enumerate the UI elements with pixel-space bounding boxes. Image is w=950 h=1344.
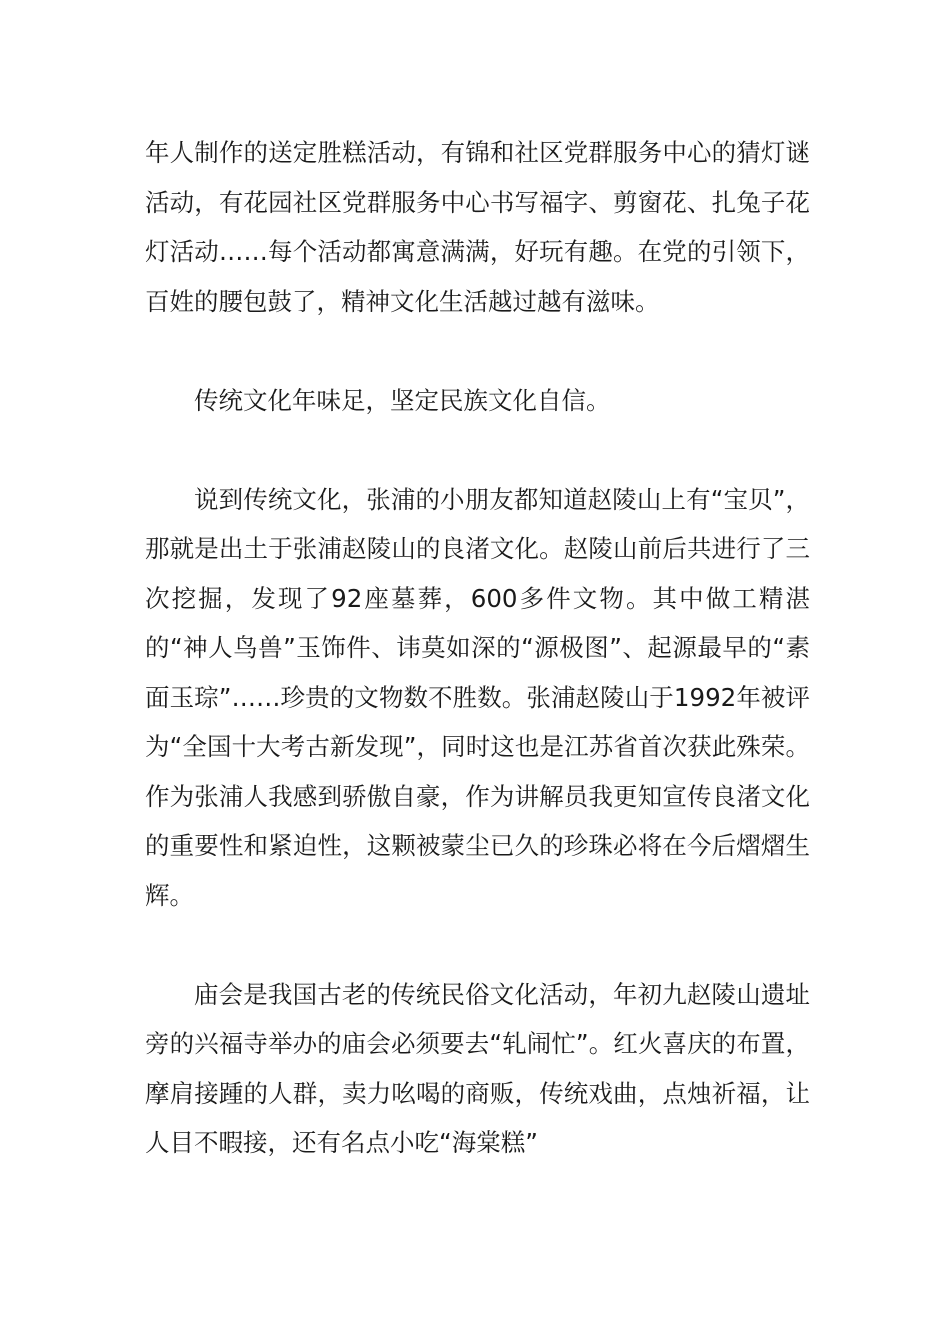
- paragraph-section-heading: 传统文化年味足，坚定民族文化自信。: [194, 385, 611, 415]
- paragraph-temple-fair: 庙会是我国古老的传统民俗文化活动，年初九赵陵山遗址旁的兴福寺举办的庙会必须要去“轧闹忙”。红火喜庆的布置，摩肩接踵的人群，卖力吆喝的商贩，传统戏曲，点烛祈福，让人目不暇接，还有名点小吃“海棠糕”: [145, 979, 810, 1157]
- paragraph-zhaolingshan: 说到传统文化，张浦的小朋友都知道赵陵山上有“宝贝”，那就是出土于张浦赵陵山的良渚文化。赵陵山前后共进行了三次挖掘，发现了92座墓葬，600多件文物。其中做工精湛的“神人鸟兽”玉饰件、讳莫如深的“源极图”、起源最早的“素面玉琮”……珍贵的文物数不胜数。张浦赵陵山于1992年被评为“全国十大考古新发现”，同时这也是江苏省首次获此殊荣。作为张浦人我感到骄傲自豪，作为讲解员我更知宣传良渚文化的重要性和紧迫性，这颗被蒙尘已久的珍珠必将在今后熠熠生辉。: [145, 484, 810, 910]
- document-body: [145, 128, 810, 1168]
- paragraph-continuation: 年人制作的送定胜糕活动，有锦和社区党群服务中心的猜灯谜活动，有花园社区党群服务中心书写福字、剪窗花、扎兔子花灯活动……每个活动都寓意满满，好玩有趣。在党的引领下，百姓的腰包鼓了，精神文化生活越过越有滋味。: [145, 138, 810, 316]
